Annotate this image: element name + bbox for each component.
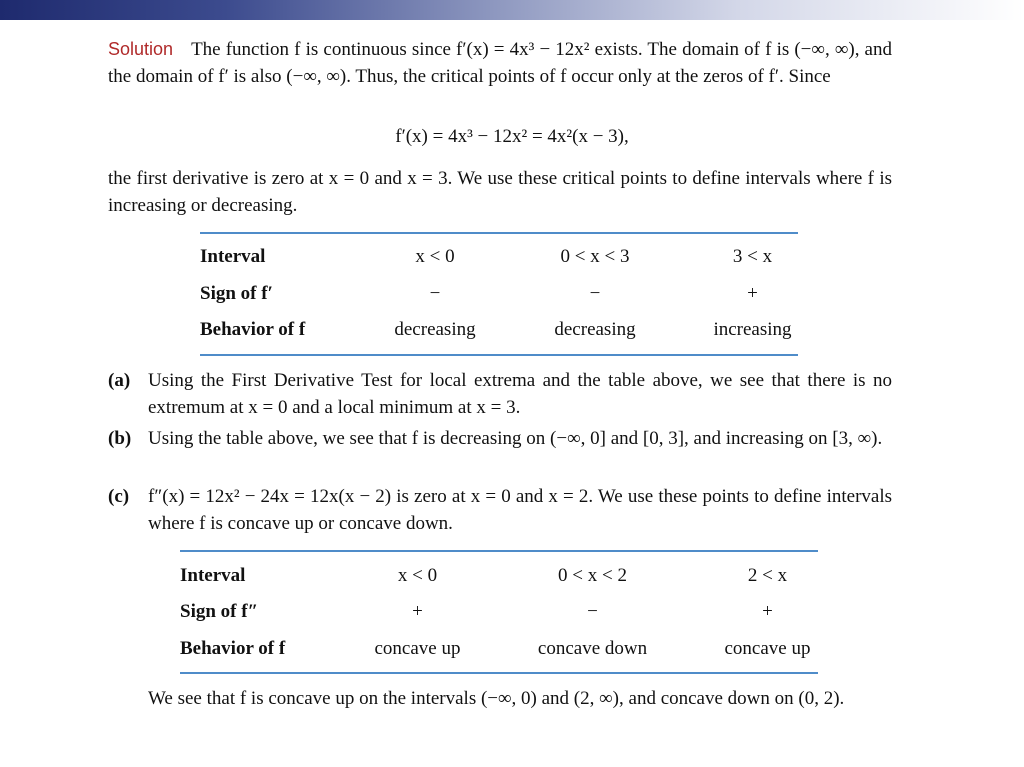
table1-row-header: Behavior of f	[200, 319, 306, 340]
table2-cell: concave up	[374, 638, 461, 659]
part-a-text: Using the First Derivative Test for local extrema and the table above, we see that there is no extremum at x = 0 and a local minimum at x = 3.	[148, 370, 892, 418]
table2-row-header: Interval	[180, 565, 246, 586]
table1-row-header: Interval	[200, 246, 266, 267]
table2-cell: 0 < x < 2	[558, 565, 627, 586]
table1-cell: x < 0	[415, 246, 455, 267]
part-b-text: Using the table above, we see that f is decreasing on (−∞, 0] and [0, 3], and increasing on [3, ∞).	[148, 428, 883, 449]
conclusion-paragraph: We see that f is concave up on the intervals (−∞, 0) and (2, ∞), and concave down on (0, 2).	[148, 688, 845, 709]
part-c	[108, 484, 892, 537]
table2-top-rule	[180, 550, 818, 552]
table1-first-derivative	[200, 246, 800, 346]
table2-row-header: Behavior of f	[180, 638, 286, 659]
table1-cell: decreasing	[554, 319, 636, 340]
table1-bottom-rule	[200, 354, 798, 356]
table1-cell: −	[589, 283, 601, 304]
intro-paragraph	[108, 36, 892, 90]
first-derivative-paragraph: the first derivative is zero at x = 0 and x = 3. We use these critical points to define intervals where f is increasing or decreasing.	[108, 168, 892, 216]
table1-cell: −	[429, 283, 441, 304]
table1-row-header: Sign of f′	[200, 283, 273, 304]
intro-text: The function f is continuous since f′(x) = 4x³ − 12x² exists. The domain of f is (−∞, ∞), and the domain of f′ is also (−∞, ∞). Thus, the critical points of f occur only at the zeros of f′. Since	[108, 39, 892, 87]
table1-cell: +	[747, 283, 758, 304]
part-a	[108, 368, 892, 421]
table1-cell: decreasing	[394, 319, 476, 340]
table2-cell: 2 < x	[747, 565, 788, 586]
table1-cell: increasing	[713, 319, 792, 340]
part-b	[108, 426, 892, 453]
table2-cell: concave up	[724, 638, 811, 659]
table2-bottom-rule	[180, 672, 818, 674]
table2-second-derivative	[180, 565, 820, 665]
derivative-equation: f′(x) = 4x³ − 12x² = 4x²(x − 3),	[395, 126, 629, 147]
table1-top-rule	[200, 232, 798, 234]
part-a-label: (a)	[108, 370, 131, 391]
slide-header-bar	[0, 0, 1024, 20]
part-c-label: (c)	[108, 486, 130, 507]
table1-cell: 0 < x < 3	[560, 246, 630, 267]
table1-cell: 3 < x	[732, 246, 773, 267]
table2-cell: +	[412, 601, 423, 622]
solution-label: Solution	[108, 39, 174, 59]
part-c-text: f″(x) = 12x² − 24x = 12x(x − 2) is zero at x = 0 and x = 2. We use these points to define intervals where f is concave up or concave down.	[148, 486, 892, 534]
table2-cell: x < 0	[397, 565, 438, 586]
table2-cell: −	[587, 601, 598, 622]
table2-cell: concave down	[537, 638, 648, 659]
table2-cell: +	[762, 601, 773, 622]
part-b-label: (b)	[108, 428, 132, 449]
table2-row-header: Sign of f″	[180, 601, 259, 622]
